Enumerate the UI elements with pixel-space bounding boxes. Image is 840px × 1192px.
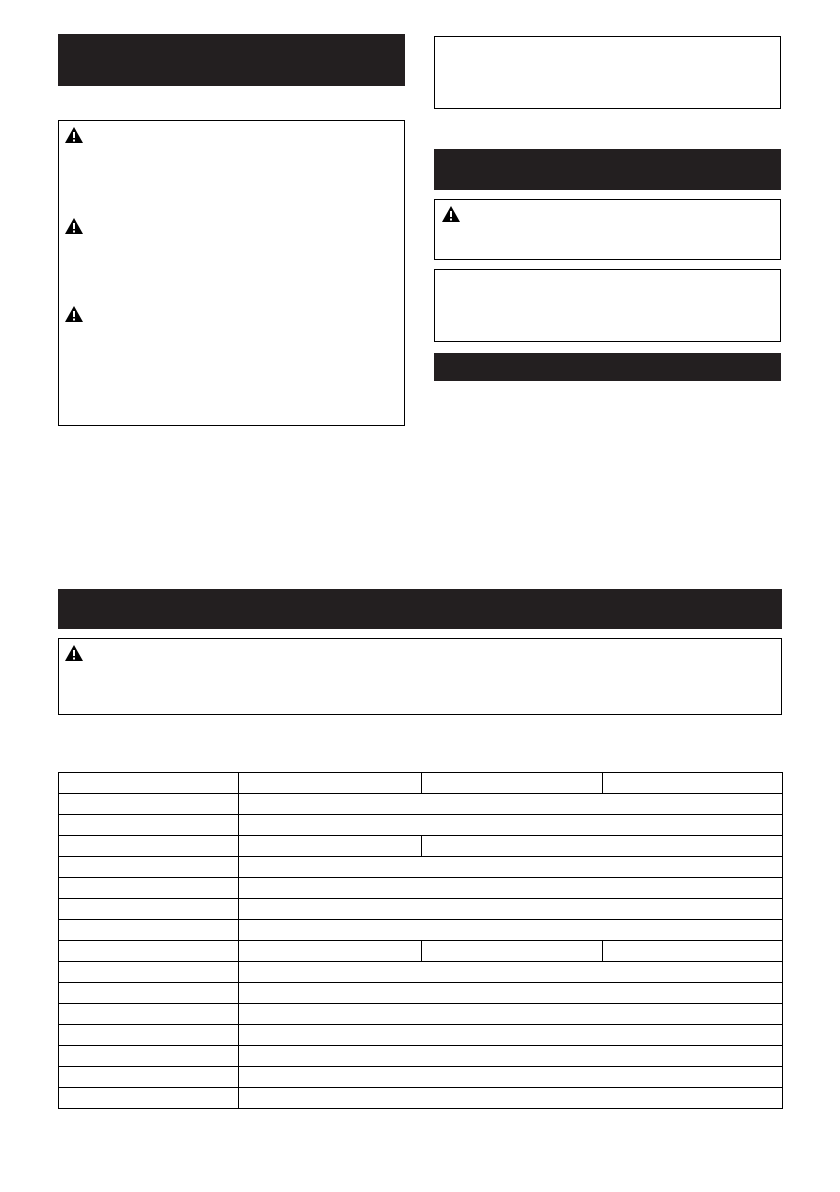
table-row	[59, 941, 783, 962]
table-cell	[59, 941, 239, 962]
table-cell	[59, 1067, 239, 1088]
table-cell	[603, 773, 783, 794]
table-cell	[59, 1025, 239, 1046]
table-row	[59, 815, 783, 836]
table-cell	[59, 878, 239, 899]
table-cell	[239, 899, 783, 920]
table-cell	[239, 836, 422, 857]
table-row	[59, 1004, 783, 1025]
section-heading-bottom	[58, 589, 782, 629]
table-cell	[422, 836, 783, 857]
table-cell	[603, 941, 783, 962]
table-cell	[239, 983, 783, 1004]
warning-box-left	[58, 120, 405, 426]
warning-triangle-icon	[441, 205, 461, 223]
table-cell	[239, 1067, 783, 1088]
table-cell	[239, 962, 783, 983]
table-cell	[59, 1088, 239, 1109]
table-row	[59, 857, 783, 878]
table-cell	[59, 962, 239, 983]
section-heading-top-right	[434, 149, 781, 190]
table-row	[59, 899, 783, 920]
table-cell	[59, 1046, 239, 1067]
table-cell	[59, 920, 239, 941]
table-cell	[239, 920, 783, 941]
note-box-right	[434, 269, 781, 342]
table-row	[59, 773, 783, 794]
specification-table	[58, 772, 783, 1109]
table-cell	[239, 773, 422, 794]
table-cell	[422, 941, 603, 962]
section-heading-top-left	[58, 34, 405, 86]
table-row	[59, 1025, 783, 1046]
table-cell	[239, 878, 783, 899]
table-cell	[59, 815, 239, 836]
table-row	[59, 962, 783, 983]
table-cell	[59, 836, 239, 857]
table-row	[59, 1046, 783, 1067]
table-cell	[239, 1004, 783, 1025]
warning-box-right	[434, 199, 781, 260]
warning-triangle-icon	[64, 644, 84, 662]
table-row	[59, 836, 783, 857]
table-row	[59, 1088, 783, 1109]
warning-triangle-icon	[64, 217, 84, 235]
table-cell	[59, 794, 239, 815]
warning-triangle-icon	[64, 305, 84, 323]
table-cell	[239, 1025, 783, 1046]
table-row	[59, 878, 783, 899]
table-cell	[59, 857, 239, 878]
table-cell	[239, 794, 783, 815]
table-cell	[239, 941, 422, 962]
table-row	[59, 1067, 783, 1088]
table-cell	[59, 983, 239, 1004]
note-box-top-right	[434, 36, 781, 109]
table-cell	[59, 1004, 239, 1025]
warning-box-bottom	[58, 638, 782, 715]
table-row	[59, 920, 783, 941]
table-cell	[239, 1046, 783, 1067]
table-row	[59, 794, 783, 815]
table-cell	[239, 1088, 783, 1109]
section-band-heading	[434, 353, 781, 381]
table-cell	[239, 857, 783, 878]
warning-triangle-icon	[64, 126, 84, 144]
table-cell	[422, 773, 603, 794]
table-row	[59, 983, 783, 1004]
table-cell	[239, 815, 783, 836]
table-cell	[59, 773, 239, 794]
table-cell	[59, 899, 239, 920]
